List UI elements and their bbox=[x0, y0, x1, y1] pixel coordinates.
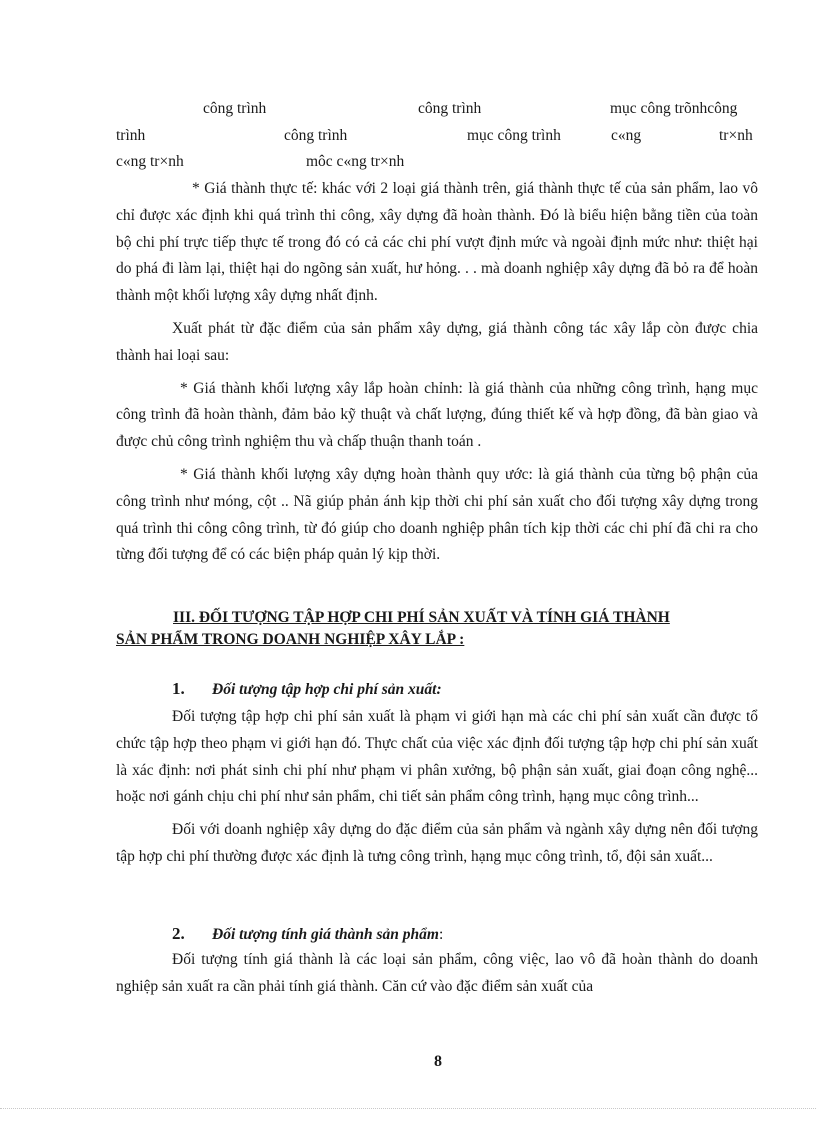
subsection-2-heading bbox=[172, 924, 443, 945]
text-fragment: công trình bbox=[284, 127, 348, 144]
text-fragment: công trình bbox=[203, 100, 267, 117]
paragraph-costing-object: Đối tượng tính giá thành là các loại sản phẩm, công việc, lao vô đã hoàn thành do doanh nghiệp sản xuất ra cần phải tính giá thành. Căn cứ vào đặc điểm sản xuất của bbox=[116, 951, 758, 995]
body-section-2 bbox=[116, 947, 758, 1001]
body-section-1 bbox=[116, 704, 758, 871]
text-fragment: c«ng bbox=[611, 127, 642, 144]
paragraph-complete-volume: * Giá thành khối lượng xây lắp hoàn chỉnh: là giá thành của những công trình, hạng mục công trình đã hoàn thành, đảm bảo kỹ thuật và chất lượng, đúng thiết kế và hợp đồng, đã bàn giao và được chủ công trình nghiệm thu và chấp thuận thanh toán . bbox=[116, 379, 758, 451]
paragraph-cost-object-definition: Đối tượng tập hợp chi phí sản xuất là phạm vi giới hạn mà các chi phí sản xuất cần được tổ chức tập hợp theo phạm vi giới hạn đó. Thực chất của việc xác định đối tượng tập hợp chi phí sản xuất là xác định: nơi phát sinh chi phí như phạm vi phân xưởng, bộ phận sản xuất, giai đoạn công nghệ... hoặc nơi gánh chịu chi phí như sản phẩm, chi tiết sản phẩm công trình, hạng mục công trình... bbox=[116, 708, 758, 806]
text-fragment: môc c«ng tr×nh bbox=[306, 153, 405, 170]
subsection-number: 2. bbox=[172, 924, 185, 943]
text-fragment: mục công trình bbox=[467, 127, 561, 144]
paragraph-actual-cost: * Giá thành thực tế: khác với 2 loại giá thành trên, giá thành thực tế của sản phẩm, lao vô chỉ được xác định khi quá trình thi công, xây dựng đã hoàn thành. Đó là biểu hiện bằng tiền của toàn bộ chi phí trực tiếp thực tế trong đó có cả các chi phí vượt định mức và ngoài định mức như: thiệt hại do phá đi làm lại, thiệt hại do ngõng sản xuất, hư hỏng. . . mà doanh nghiệp xây dựng đã bỏ ra để hoàn thành một khối lượng xây dựng nhất định. bbox=[116, 180, 758, 305]
paragraph-conventional-volume: * Giá thành khối lượng xây dựng hoàn thành quy ước: là giá thành của từng bộ phận của công trình như móng, cột .. Nã giúp phản ánh kịp thời chi phí sản xuất cho đối tượng xây dựng trong quá trình thi công công trình, từ đó giúp cho doanh nghiệp phân tích kịp thời các chi phí đã chi ra cho từng đối tượng để có các biện pháp quản lý kịp thời. bbox=[116, 465, 758, 564]
text-fragment: công trình bbox=[418, 100, 482, 117]
paragraph-classification: Xuất phát từ đặc điểm của sản phẩm xây dựng, giá thành công tác xây lắp còn được chia thành hai loại sau: bbox=[116, 319, 758, 364]
text-fragment: mục công trõnhcông bbox=[610, 100, 738, 117]
text-fragment: c«ng tr×nh bbox=[116, 153, 184, 170]
body-section-top bbox=[116, 176, 758, 569]
subsection-number: 1. bbox=[172, 679, 185, 698]
subsection-title: Đối tượng tập hợp chi phí sản xuất: bbox=[212, 681, 442, 698]
section-heading-line2: SẢN PHẨM TRONG DOANH NGHIỆP XÂY LẮP : bbox=[116, 631, 465, 648]
subsection-title-suffix: : bbox=[438, 926, 444, 943]
page-number: 8 bbox=[434, 1053, 442, 1070]
text-fragment: trình bbox=[116, 127, 146, 144]
text-fragment: tr×nh bbox=[719, 127, 753, 144]
subsection-title: Đối tượng tính giá thành sản phẩm bbox=[212, 926, 439, 943]
subsection-1-heading bbox=[172, 679, 442, 700]
page-divider bbox=[0, 1108, 816, 1109]
section-heading-line1: III. ĐỐI TƯỢNG TẬP HỢP CHI PHÍ SẢN XUẤT VÀ TÍNH GIÁ THÀNH bbox=[173, 609, 670, 626]
paragraph-construction-cost-object: Đối với doanh nghiệp xây dựng do đặc điểm của sản phẩm và ngành xây dựng nên đối tượng tập hợp chi phí thường được xác định là tưng công trình, hạng mục công trình, tổ, đội sản xuất... bbox=[116, 821, 758, 865]
